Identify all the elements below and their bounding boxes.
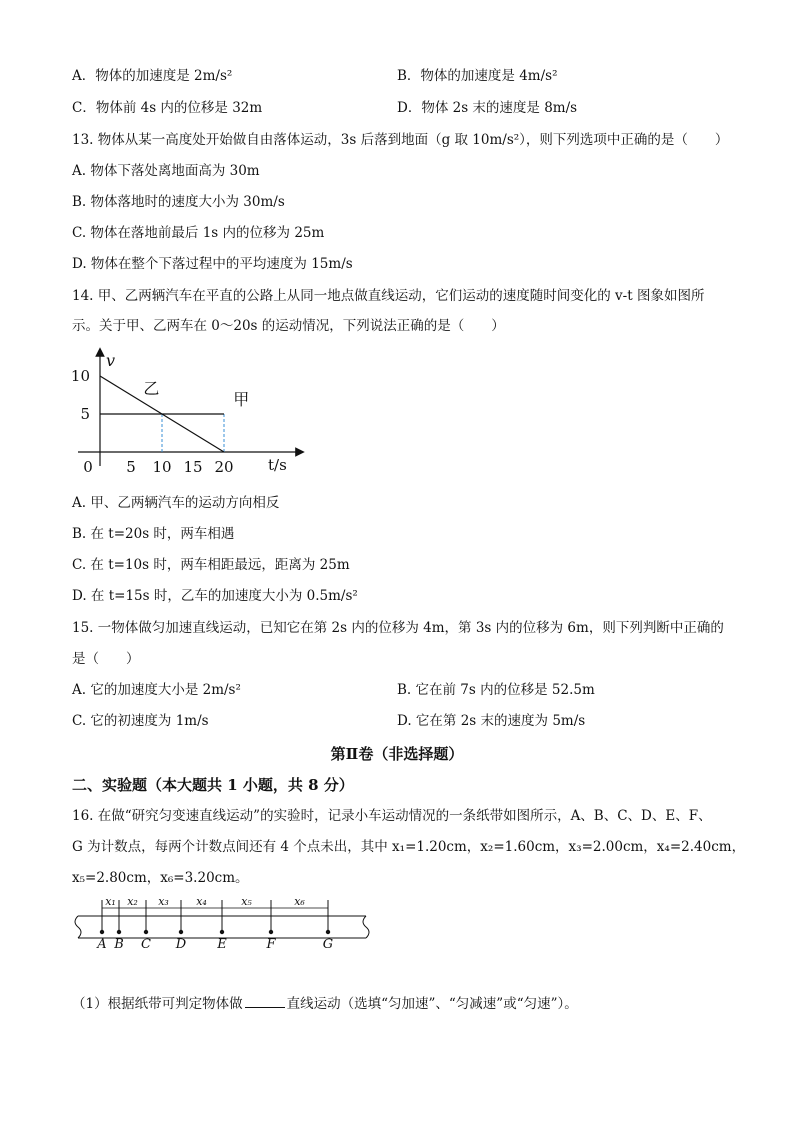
q16-sub1-post: 直线运动（选填“匀加速”、“匀减速”或“匀速”）。	[286, 996, 578, 1012]
tape-segment-label: x₁	[105, 895, 116, 908]
x-tick-label: 10	[152, 458, 172, 476]
vt-chart	[68, 346, 308, 476]
x-tick-label: 0	[83, 458, 93, 476]
tape-dot	[117, 930, 121, 934]
paper-tape-diagram	[72, 892, 372, 954]
tape-point-label: B	[114, 937, 124, 952]
tape-point-label: E	[217, 937, 227, 952]
tape-dot	[100, 930, 104, 934]
q14-option-a: A. 甲、乙两辆汽车的运动方向相反	[72, 495, 280, 511]
series-label: 乙	[143, 379, 160, 399]
q15-option-d: D. 它在第 2s 末的速度为 5m/s	[397, 713, 586, 729]
section-heading: 二、实验题（本大题共 1 小题，共 8 分）	[72, 776, 354, 794]
tape-point-label: D	[175, 937, 187, 952]
q16-line2: G 为计数点，每两个计数点间还有 4 个点未出，其中 x₁=1.20cm，x₂=1.60cm，x₃=2.00cm，x₄=2.40cm，	[72, 839, 746, 855]
q15-stem-line1: 15. 一物体做匀加速直线运动，已知它在第 2s 内的位移为 4m，第 3s 内的位移为 6m，则下列判断中正确的	[72, 620, 724, 636]
q14-option-b: B. 在 t=20s 时，两车相遇	[72, 526, 235, 542]
x-tick-label: 20	[214, 458, 234, 476]
q12-option-c: C．物体前 4s 内的位移是 32m	[72, 100, 263, 116]
q15-stem-line2: 是（ ）	[72, 651, 140, 667]
q15-option-b: B. 它在前 7s 内的位移是 52.5m	[397, 682, 595, 698]
tape-dot	[326, 930, 330, 934]
y-tick-label: 10	[70, 367, 90, 385]
q16-sub1	[72, 993, 578, 1014]
tape-dot	[269, 930, 273, 934]
q13-stem: 13. 物体从某一高度处开始做自由落体运动，3s 后落到地面（g 取 10m/s²），则下列选项中正确的是（ ）	[72, 132, 729, 148]
q13-option-d: D. 物体在整个下落过程中的平均速度为 15m/s	[72, 256, 353, 272]
tape-point-label: A	[97, 937, 107, 952]
q13-option-a: A. 物体下落处离地面高为 30m	[72, 163, 260, 179]
series-label: 甲	[233, 389, 250, 409]
y-tick-label: 5	[80, 405, 90, 423]
tape-left-edge	[75, 916, 81, 938]
q13-option-b: B. 物体落地时的速度大小为 30m/s	[72, 194, 285, 210]
part2-title: 第Ⅱ卷（非选择题）	[330, 745, 464, 763]
x-tick-label: 15	[183, 458, 203, 476]
x-axis-label: t/s	[268, 456, 287, 474]
q16-line3: x₅=2.80cm，x₆=3.20cm。	[72, 870, 249, 886]
q13-option-c: C. 物体在落地前最后 1s 内的位移为 25m	[72, 225, 325, 241]
q15-option-c: C. 它的初速度为 1m/s	[72, 713, 209, 729]
tape-dot	[144, 930, 148, 934]
tape-segment-label: x₆	[294, 895, 305, 908]
tape-right-edge	[363, 916, 369, 938]
answer-blank[interactable]	[245, 993, 285, 1008]
y-axis-label: v	[106, 351, 116, 370]
tape-dot	[179, 930, 183, 934]
tape-segment-label: x₅	[241, 895, 252, 908]
q14-stem-line1: 14. 甲、乙两辆汽车在平直的公路上从同一地点做直线运动，它们运动的速度随时间变化的 v-t 图象如图所	[72, 288, 705, 304]
tape-segment-label: x₂	[127, 895, 138, 908]
tape-point-label: C	[141, 937, 151, 952]
q12-option-b: B．物体的加速度是 4m/s²	[397, 68, 558, 84]
q14-option-d: D. 在 t=15s 时，乙车的加速度大小为 0.5m/s²	[72, 588, 358, 604]
q12-option-d: D．物体 2s 末的速度是 8m/s	[397, 100, 578, 116]
tape-segment-label: x₃	[158, 895, 169, 908]
tape-dot	[220, 930, 224, 934]
q15-option-a: A. 它的加速度大小是 2m/s²	[72, 682, 241, 698]
tape-segment-label: x₄	[196, 895, 207, 908]
tape-point-label: G	[322, 937, 334, 952]
q14-option-c: C. 在 t=10s 时，两车相距最远，距离为 25m	[72, 557, 350, 573]
q16-line1: 16. 在做“研究匀变速直线运动”的实验时，记录小车运动情况的一条纸带如图所示，A、B、C、D、E、F、	[72, 808, 712, 824]
x-tick-label: 5	[126, 458, 136, 476]
tape-point-label: F	[266, 937, 276, 952]
q14-stem-line2: 示。关于甲、乙两车在 0～20s 的运动情况，下列说法正确的是（ ）	[72, 318, 505, 334]
q16-sub1-pre: （1）根据纸带可判定物体做	[72, 996, 243, 1012]
q12-option-a: A．物体的加速度是 2m/s²	[72, 68, 233, 84]
